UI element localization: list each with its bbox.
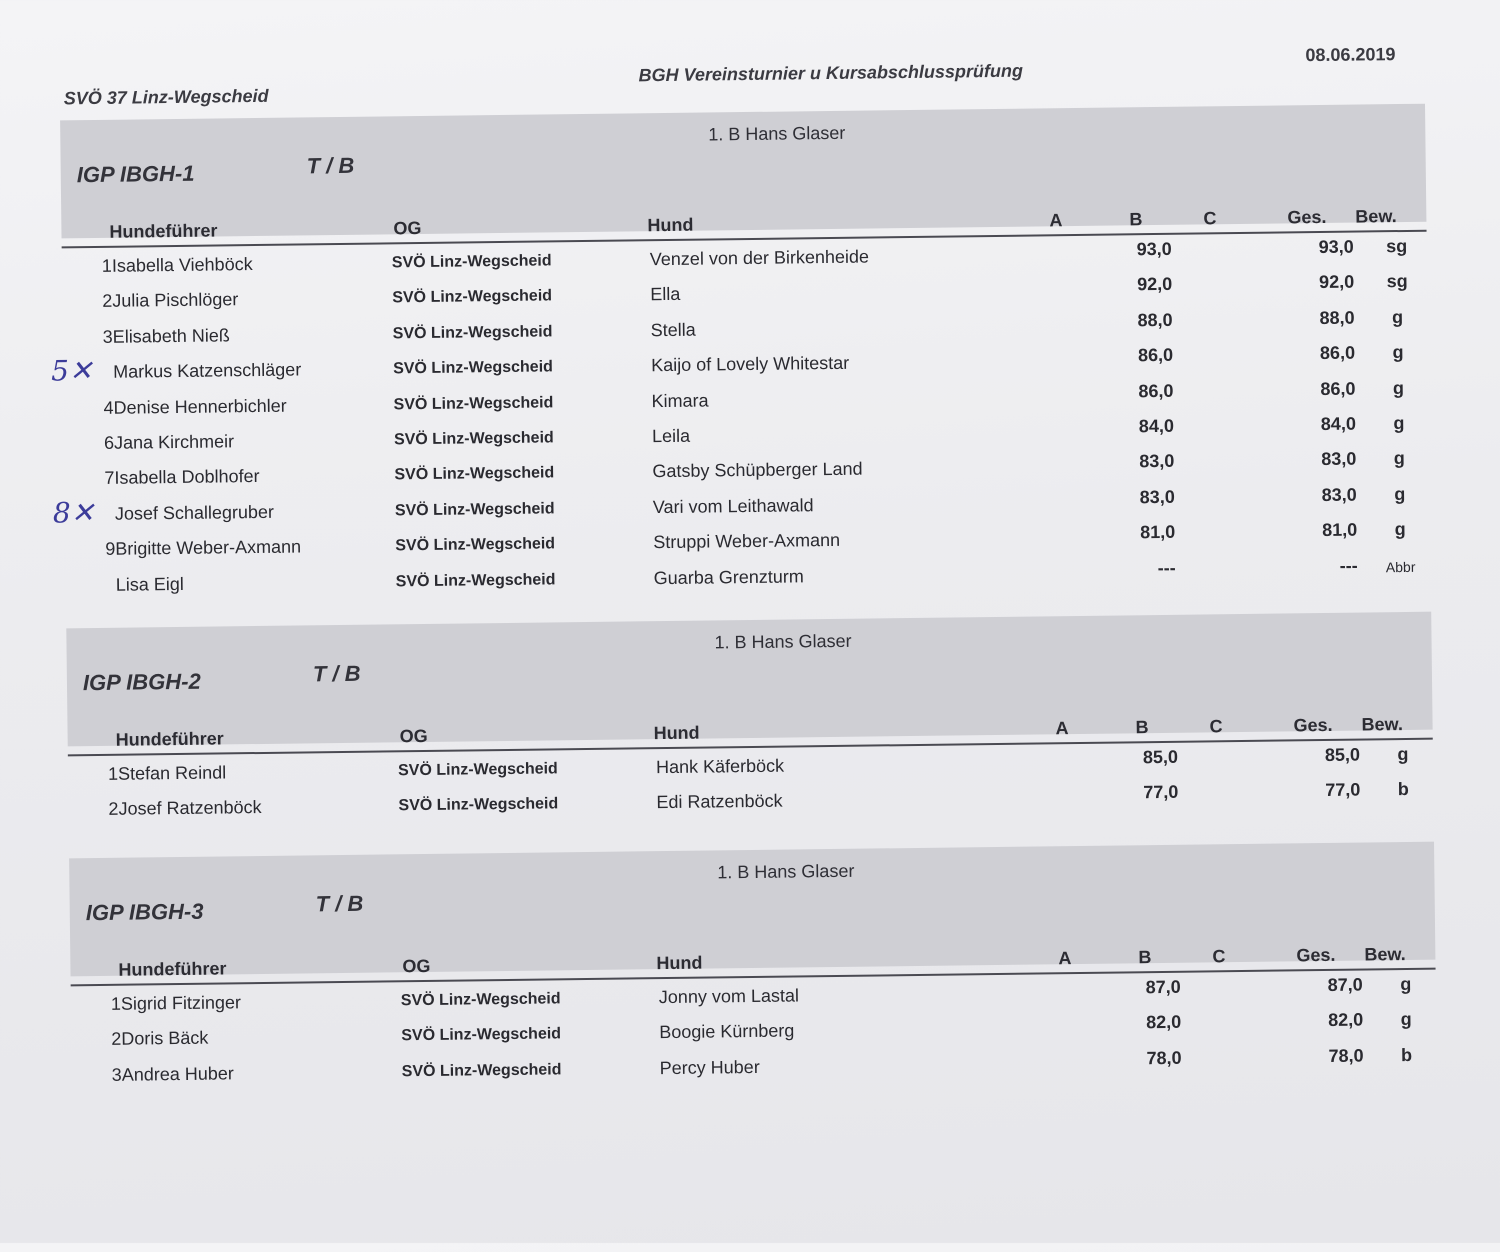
- class-title: IGP IBGH-3: [86, 899, 204, 926]
- tb-label: T / B: [316, 891, 364, 918]
- rating-cell: Abbr: [1376, 558, 1426, 575]
- results-section: [66, 612, 1432, 747]
- total-cell: 85,0: [1310, 745, 1360, 767]
- og-cell: SVÖ Linz-Wegscheid: [393, 394, 553, 414]
- rating-cell: g: [1381, 1009, 1431, 1031]
- handler-cell: Josef Schallegruber: [115, 502, 274, 525]
- handler-cell: Andrea Huber: [122, 1063, 234, 1085]
- total-cell: 77,0: [1310, 780, 1360, 802]
- rating-cell: g: [1374, 448, 1424, 470]
- score-b-cell: 92,0: [1122, 274, 1172, 296]
- handwritten-mark: 8✕: [53, 496, 95, 530]
- results-table-body: [68, 744, 1434, 831]
- handwritten-mark: 5✕: [51, 354, 93, 388]
- dog-cell: Vari vom Leithawald: [653, 495, 814, 518]
- dog-cell: Hank Käferböck: [656, 756, 784, 779]
- rating-cell: sg: [1372, 236, 1422, 258]
- col-handler: Hundeführer: [116, 728, 224, 750]
- rank-cell: 4: [91, 397, 113, 418]
- og-cell: SVÖ Linz-Wegscheid: [394, 465, 554, 485]
- col-og: OG: [400, 726, 428, 747]
- col-og: OG: [402, 956, 430, 977]
- score-b-cell: 78,0: [1132, 1048, 1182, 1070]
- dog-cell: Ella: [650, 284, 680, 305]
- results-table-body: [71, 974, 1437, 1097]
- handler-cell: Julia Pischlöger: [112, 290, 238, 313]
- judge-label: 1. B Hans Glaser: [708, 123, 845, 146]
- handler-cell: Stefan Reindl: [118, 762, 226, 784]
- col-handler: Hundeführer: [109, 220, 217, 242]
- handler-cell: Elisabeth Nieß: [113, 325, 230, 347]
- handler-cell: Isabella Doblhofer: [114, 466, 259, 489]
- score-b-cell: 82,0: [1131, 1012, 1181, 1034]
- handler-cell: Sigrid Fitzinger: [121, 992, 241, 1014]
- total-cell: 84,0: [1306, 414, 1356, 436]
- dog-cell: Leila: [652, 426, 690, 447]
- class-title: IGP IBGH-2: [83, 669, 201, 696]
- score-b-cell: 86,0: [1123, 380, 1173, 402]
- rank-cell: 3: [100, 1064, 122, 1085]
- total-cell: ---: [1308, 555, 1358, 577]
- rating-cell: sg: [1372, 271, 1422, 293]
- handler-cell: Brigitte Weber-Axmann: [115, 537, 301, 560]
- rank-cell: 2: [90, 291, 112, 312]
- rating-cell: g: [1375, 483, 1425, 505]
- rating-cell: g: [1373, 377, 1423, 399]
- rating-cell: g: [1372, 307, 1422, 329]
- rank-cell: 9: [93, 539, 115, 560]
- class-title: IGP IBGH-1: [77, 161, 195, 188]
- total-cell: 81,0: [1307, 520, 1357, 542]
- tb-label: T / B: [313, 661, 361, 688]
- col-a: A: [1055, 718, 1068, 739]
- score-b-cell: 84,0: [1124, 416, 1174, 438]
- rank-cell: 2: [96, 799, 118, 820]
- og-cell: SVÖ Linz-Wegscheid: [394, 429, 554, 449]
- col-total: Ges.: [1287, 207, 1326, 228]
- col-rating: Bew.: [1355, 206, 1397, 228]
- rank-cell: 7: [92, 468, 114, 489]
- col-b: B: [1138, 947, 1151, 968]
- col-a: A: [1049, 210, 1062, 231]
- dog-cell: Kimara: [651, 390, 708, 412]
- col-c: C: [1212, 946, 1225, 967]
- handler-cell: Markus Katzenschläger: [113, 360, 301, 383]
- total-cell: 88,0: [1304, 307, 1354, 329]
- score-b-cell: 87,0: [1131, 977, 1181, 999]
- col-dog: Hund: [647, 215, 693, 237]
- rank-cell: 1: [96, 764, 118, 785]
- dog-cell: Guarba Grenzturm: [654, 566, 804, 589]
- col-og: OG: [393, 218, 421, 239]
- tb-label: T / B: [307, 153, 355, 180]
- results-section: [60, 104, 1426, 239]
- dog-cell: Jonny vom Lastal: [659, 985, 799, 1008]
- handler-cell: Doris Bäck: [121, 1028, 208, 1050]
- col-handler: Hundeführer: [118, 958, 226, 980]
- score-b-cell: 85,0: [1128, 747, 1178, 769]
- dog-cell: Kaijo of Lovely Whitestar: [651, 353, 849, 376]
- club-name: SVÖ 37 Linz-Wegscheid: [64, 86, 269, 109]
- dog-cell: Percy Huber: [660, 1057, 760, 1079]
- total-cell: 86,0: [1305, 378, 1355, 400]
- dog-cell: Gatsby Schüpberger Land: [652, 459, 862, 483]
- score-b-cell: 93,0: [1122, 239, 1172, 261]
- rating-cell: g: [1381, 974, 1431, 996]
- col-rating: Bew.: [1361, 714, 1403, 736]
- col-c: C: [1203, 208, 1216, 229]
- judge-label: 1. B Hans Glaser: [714, 631, 851, 654]
- total-cell: 92,0: [1304, 272, 1354, 294]
- event-title: BGH Vereinsturnier u Kursabschlussprüfung: [638, 61, 1023, 87]
- og-cell: SVÖ Linz-Wegscheid: [402, 1061, 562, 1081]
- col-total: Ges.: [1293, 715, 1332, 736]
- score-b-cell: 83,0: [1124, 451, 1174, 473]
- score-b-cell: ---: [1126, 557, 1176, 579]
- score-b-cell: 77,0: [1128, 782, 1178, 804]
- handler-cell: Josef Ratzenböck: [118, 797, 261, 820]
- og-cell: SVÖ Linz-Wegscheid: [395, 500, 555, 520]
- dog-cell: Boogie Kürnberg: [659, 1021, 794, 1044]
- rating-cell: b: [1378, 779, 1428, 801]
- total-cell: 86,0: [1305, 343, 1355, 365]
- og-cell: SVÖ Linz-Wegscheid: [401, 1026, 561, 1046]
- total-cell: 83,0: [1307, 484, 1357, 506]
- col-b: B: [1129, 209, 1142, 230]
- dog-cell: Stella: [651, 319, 696, 341]
- results-table-body: [62, 236, 1431, 607]
- results-section: [69, 842, 1435, 977]
- total-cell: 83,0: [1306, 449, 1356, 471]
- og-cell: SVÖ Linz-Wegscheid: [401, 990, 561, 1010]
- total-cell: 93,0: [1304, 237, 1354, 259]
- total-cell: 78,0: [1313, 1045, 1363, 1067]
- og-cell: SVÖ Linz-Wegscheid: [392, 252, 552, 272]
- rating-cell: g: [1375, 519, 1425, 541]
- dog-cell: Edi Ratzenböck: [656, 791, 782, 814]
- og-cell: SVÖ Linz-Wegscheid: [392, 288, 552, 308]
- total-cell: 87,0: [1313, 975, 1363, 997]
- og-cell: SVÖ Linz-Wegscheid: [398, 796, 558, 816]
- judge-label: 1. B Hans Glaser: [717, 861, 854, 884]
- col-a: A: [1058, 948, 1071, 969]
- dog-cell: Struppi Weber-Axmann: [653, 530, 840, 553]
- col-dog: Hund: [653, 723, 699, 745]
- event-date: 08.06.2019: [1305, 44, 1395, 66]
- total-cell: 82,0: [1313, 1010, 1363, 1032]
- og-cell: SVÖ Linz-Wegscheid: [393, 359, 553, 379]
- col-b: B: [1135, 717, 1148, 738]
- col-total: Ges.: [1296, 945, 1335, 966]
- handler-cell: Isabella Viehböck: [112, 254, 253, 277]
- rank-cell: 1: [90, 256, 112, 277]
- score-b-cell: 88,0: [1122, 310, 1172, 332]
- rating-cell: g: [1373, 342, 1423, 364]
- og-cell: SVÖ Linz-Wegscheid: [393, 323, 553, 343]
- col-c: C: [1209, 716, 1222, 737]
- rating-cell: b: [1381, 1044, 1431, 1066]
- rank-cell: 3: [91, 327, 113, 348]
- dog-cell: Venzel von der Birkenheide: [650, 247, 869, 271]
- og-cell: SVÖ Linz-Wegscheid: [398, 760, 558, 780]
- rating-cell: g: [1378, 744, 1428, 766]
- og-cell: SVÖ Linz-Wegscheid: [395, 536, 555, 556]
- handler-cell: Jana Kirchmeir: [114, 431, 234, 453]
- score-b-cell: 86,0: [1123, 345, 1173, 367]
- handler-cell: Denise Hennerbichler: [113, 395, 286, 418]
- rank-cell: 1: [99, 994, 121, 1015]
- rank-cell: 2: [99, 1029, 121, 1050]
- og-cell: SVÖ Linz-Wegscheid: [396, 571, 556, 591]
- score-b-cell: 81,0: [1125, 522, 1175, 544]
- handler-cell: Lisa Eigl: [116, 573, 184, 595]
- score-b-cell: 83,0: [1125, 487, 1175, 509]
- rank-cell: 6: [92, 433, 114, 454]
- col-dog: Hund: [656, 953, 702, 975]
- col-rating: Bew.: [1364, 944, 1406, 966]
- rating-cell: g: [1374, 413, 1424, 435]
